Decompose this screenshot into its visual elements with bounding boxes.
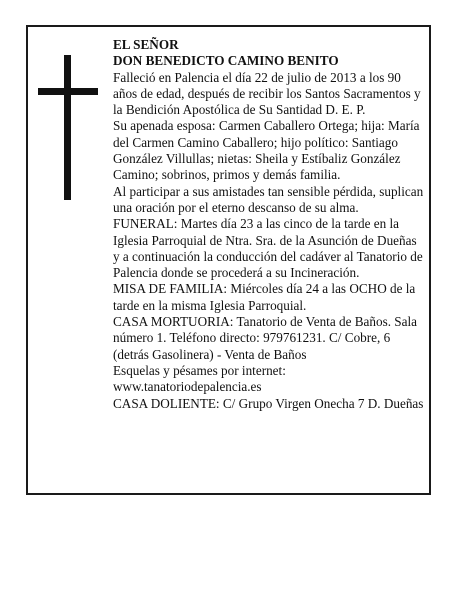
funeral-paragraph: FUNERAL: Martes día 23 a las cinco de la tarde en la Iglesia Parroquial de Ntra. Sra. de la Asunción de Dueñas y a continuación la conducción del cadáver al Tanatorio de Palencia donde se procederá a su Incineración. [113,216,423,281]
family-mass-paragraph: MISA DE FAMILIA: Miércoles día 24 a las OCHO de la tarde en la misma Iglesia Parroquial. [113,281,416,313]
deceased-name: DON BENEDICTO CAMINO BENITO [113,53,339,69]
prayer-paragraph: Al participar a sus amistades tan sensible pérdida, suplican una oración por el eterno descanso de su alma. [113,183,424,215]
latin-cross-icon [38,55,98,200]
title-line: EL SEÑOR [113,37,179,52]
home-address-paragraph: CASA DOLIENTE: C/ Grupo Virgen Onecha 7 D. Dueñas [113,395,424,411]
obituary-text [113,37,425,412]
cross-horizontal-bar [38,88,98,95]
mortuary-paragraph: CASA MORTUORIA: Tanatorio de Venta de Baños. Sala número 1. Teléfono directo: 979761231. C/ Cobre, 6 (detrás Gasolinera) - Venta de Baños [113,314,418,362]
family-paragraph: Su apenada esposa: Carmen Caballero Ortega; hija: María del Carmen Camino Caballero; hijo político: Santiago González Villullas; nietas: Sheila y Estíbaliz González Camino; sobrinos, primos y demás familia. [113,118,420,183]
cross-vertical-bar [64,55,71,200]
death-paragraph: Falleció en Palencia el día 22 de julio de 2013 a los 90 años de edad, después de recibir los Santos Sacramentos y la Bendición Apostólica de Su Santidad D. E. P. [113,69,421,118]
internet-label: Esquelas y pésames por internet: [113,362,286,378]
internet-url[interactable]: www.tanatoriodepalencia.es [113,379,262,395]
